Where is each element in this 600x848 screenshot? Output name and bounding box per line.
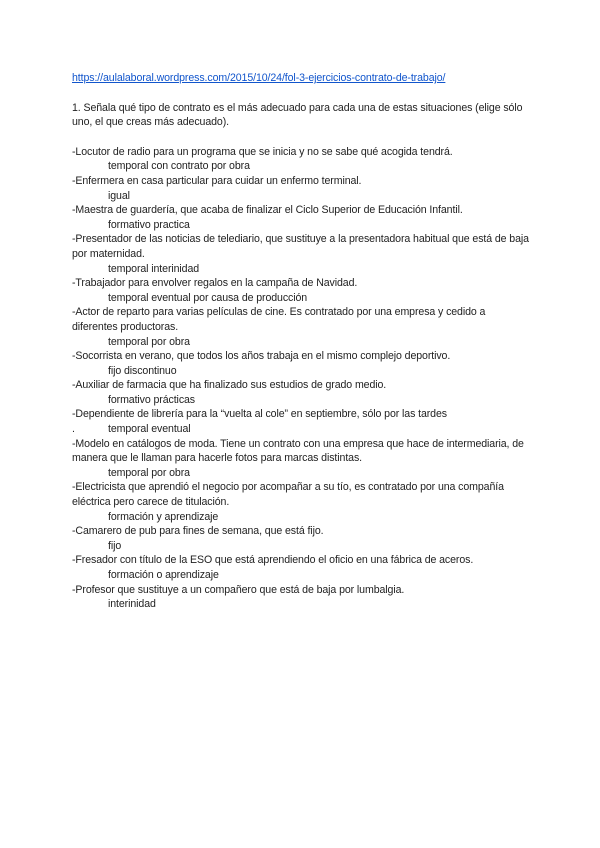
exercise-item xyxy=(72,553,532,582)
contract-answer xyxy=(72,597,532,612)
exercise-item xyxy=(72,583,532,612)
situation-text: -Locutor de radio para un programa que se inicia y no se sabe qué acogida tendrá. xyxy=(72,145,453,158)
answer-text: fijo xyxy=(108,539,122,552)
contract-answer xyxy=(72,539,532,554)
contract-answer xyxy=(72,159,532,174)
answer-text: temporal interinidad xyxy=(108,262,200,275)
answer-text: temporal por obra xyxy=(108,335,190,348)
exercise-item xyxy=(72,174,532,203)
situation-text: -Maestra de guardería, que acaba de finalizar el Ciclo Superior de Educación Infantil. xyxy=(72,204,463,217)
situation-text: -Enfermera en casa particular para cuidar un enfermo terminal. xyxy=(72,174,362,187)
contract-answer xyxy=(72,393,532,408)
exercise-item xyxy=(72,437,532,481)
situation-text: -Presentador de las noticias de telediario, que sustituye a la presentadora habitual que está de baja por maternidad. xyxy=(72,233,529,260)
situation-text: -Fresador con título de la ESO que está aprendiendo el oficio en una fábrica de aceros. xyxy=(72,554,474,567)
contract-answer xyxy=(72,218,532,233)
answer-text: formación y aprendizaje xyxy=(108,510,219,523)
exercise-instructions: 1. Señala qué tipo de contrato es el más adecuado para cada una de estas situaciones (elige sólo uno, el que creas más adecuado). xyxy=(72,101,523,129)
contract-answer xyxy=(72,291,532,306)
contract-answer xyxy=(72,335,532,350)
contract-answer xyxy=(72,568,532,583)
exercise-item xyxy=(72,524,532,553)
answer-text: formativo prácticas xyxy=(108,393,195,406)
answer-text: igual xyxy=(108,189,130,202)
exercise-item xyxy=(72,407,532,436)
situation-text: -Modelo en catálogos de moda. Tiene un contrato con una empresa que hace de intermediaria, de manera que le llaman para hacerle fotos para marcas distintas. xyxy=(72,437,524,465)
situation-text: -Trabajador para envolver regalos en la campaña de Navidad. xyxy=(72,277,358,290)
answer-text: fijo discontinuo xyxy=(108,364,177,377)
situation-text: -Actor de reparto para varias películas de cine. Es contratado por una empresa y cedido a diferentes productoras. xyxy=(72,306,486,333)
contract-answer: . temporal eventual xyxy=(72,423,191,436)
answer-text: temporal con contrato por obra xyxy=(108,160,250,173)
document-content xyxy=(72,71,532,612)
situation-text: -Auxiliar de farmacia que ha finalizado sus estudios de grado medio. xyxy=(72,379,387,392)
exercise-list xyxy=(72,145,532,612)
situation-text: -Profesor que sustituye a un compañero que está de baja por lumbalgia. xyxy=(72,583,405,596)
situation-text: -Socorrista en verano, que todos los años trabaja en el mismo complejo deportivo. xyxy=(72,350,451,363)
exercise-item xyxy=(72,276,532,305)
situation-text: -Camarero de pub para fines de semana, que está fijo. xyxy=(72,525,324,538)
exercise-item xyxy=(72,203,532,232)
contract-answer xyxy=(72,364,532,379)
answer-text: temporal eventual xyxy=(108,423,191,436)
answer-text: temporal eventual por causa de producción xyxy=(108,291,308,304)
answer-text: temporal por obra xyxy=(108,466,190,479)
situation-text: -Electricista que aprendió el negocio por acompañar a su tío, es contratado por una compañía eléctrica pero carece de titulación. xyxy=(72,481,504,509)
exercise-item xyxy=(72,232,532,276)
source-link[interactable]: https://aulalaboral.wordpress.com/2015/10/24/fol-3-ejercicios-contrato-de-trabajo/ xyxy=(72,72,446,84)
answer-text: interinidad xyxy=(108,598,156,611)
contract-answer xyxy=(72,466,532,481)
answer-text: formación o aprendizaje xyxy=(108,569,219,581)
exercise-item xyxy=(72,349,532,378)
contract-answer xyxy=(72,510,532,525)
exercise-item xyxy=(72,145,532,174)
exercise-item xyxy=(72,378,532,407)
situation-text: -Dependiente de librería para la “vuelta al cole” en septiembre, sólo por las tardes xyxy=(72,408,447,421)
contract-answer xyxy=(72,262,532,277)
contract-answer xyxy=(72,189,532,204)
exercise-item xyxy=(72,480,532,524)
answer-text: formativo practica xyxy=(108,218,190,231)
exercise-item xyxy=(72,305,532,349)
